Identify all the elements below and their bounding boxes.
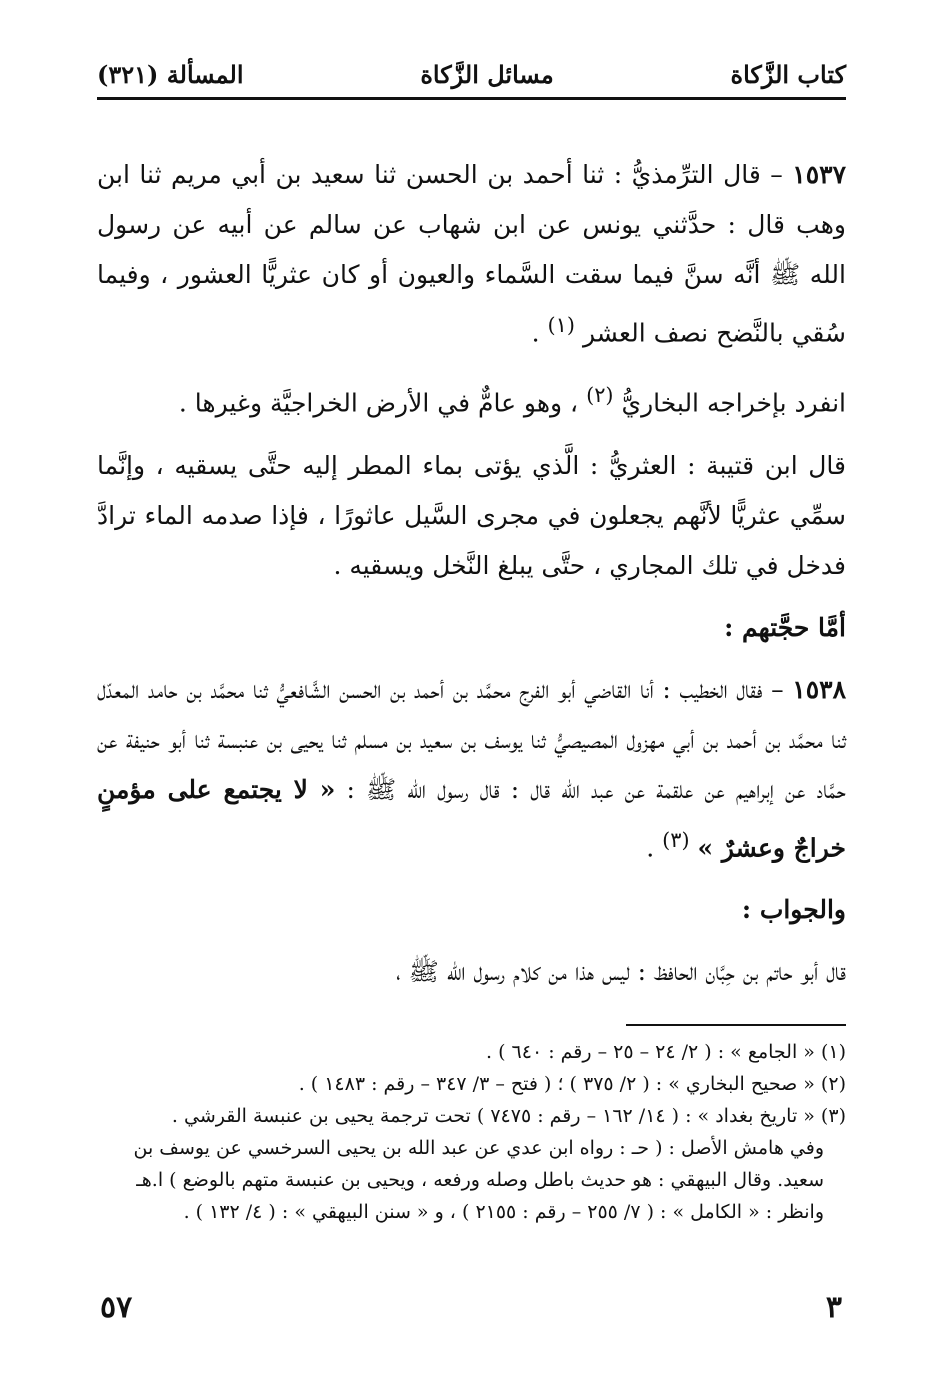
header-rule — [97, 97, 846, 100]
page-number-arabic: ٣ — [825, 1290, 842, 1325]
hadith-text: – قال الترِّمذيُّ : ثنا أحمد بن الحسن ثنا سعيد بن أبي مريم ثنا ابن وهب قال : حدَّثني يونس عن ابن شهاب عن سالم عن أبيه عن رسول الله ﷺ أنَّه سنَّ فيما سقت السَّماء والعيون أو كان عثريًّا العشور ، وفيما سُقي بالنَّضح نصف العشر — [97, 160, 846, 348]
hadith-quote: « لا يجتمع على مؤمنٍ خراجٌ وعشرٌ » — [97, 774, 846, 862]
footnotes — [100, 1036, 846, 1228]
hadith-text: – فقال الخطيب : أنا القاضي أبو الفرج محمَّد بن أحمد بن الحسن الشَّافعيُّ ثنا محمَّد بن حامد المعدّل ثنا محمَّد بن أحمد بن أبي مهزول المصيصيُّ ثنا يوسف بن سعيد بن مسلم ثنا يحيى بن عنبسة ثنا أبو حنيفة عن حمَّاد عن إبراهيم عن علقمة عن عبد الله قال : قال رسول الله ﷺ : — [97, 674, 847, 804]
hadith-1538 — [97, 665, 846, 873]
hadith-end: . — [531, 318, 540, 348]
running-header — [97, 52, 846, 96]
footnote-3-continuation: وفي هامش الأصل : ( حـ : رواه ابن عدي عن عبد الله بن يحيى السرخسي عن يوسف بن سعيد. وقال البيهقي : هو حديث باطل وصله ورفعه ، ويحيى بن عنبسة متهم بالوضع ) ا.هـ — [133, 1137, 824, 1191]
header-issue-number: المسألة (٣٢١) — [97, 59, 244, 89]
hadith-number: ١٥٣٧ — [792, 160, 846, 189]
hadith-1537 — [97, 150, 846, 358]
ibn-hibban-paragraph: قال أبو حاتم بن حِبَّان الحافظ : ليس هذا من كلام رسول الله ﷺ ، — [395, 956, 846, 986]
bukhari-text-a: انفرد بإخراجه البخاريُّ — [621, 388, 846, 418]
header-book-title: كتاب الزَّكاة — [730, 59, 846, 89]
header-chapter-title: مسائل الزَّكاة — [420, 59, 554, 89]
section-heading-hujja: أمَّا حجَّتهم : — [724, 612, 846, 642]
footnote-1: (١) « الجامع » : ( ٢/ ٢٤ – ٢٥ – رقم : ٦٤٠ ) . — [486, 1041, 846, 1063]
footnote-ref-3[interactable]: (٣) — [662, 827, 690, 852]
footnote-3-see-also: وانظر : « الكامل » : ( ٧/ ٢٥٥ – رقم : ٢١٥٥ ) ، و « سنن البيهقي » : ( ٤/ ١٣٢ ) . — [183, 1201, 824, 1223]
footnote-separator — [626, 1024, 846, 1026]
hadith-end: . — [646, 832, 655, 862]
ibn-qutaiba-paragraph: قال ابن قتيبة : العثريُّ : الَّذي يؤتى بماء المطر إليه حتَّى يسقيه ، وإنَّما سمِّي عثريًّا لأنَّهم يجعلون في مجرى السَّيل عاثورًا ، فإذا صدمه الماء ترادَّ فدخل في تلك المجاري ، حتَّى يبلغ النَّخل ويسقيه . — [97, 450, 846, 580]
section-heading-jawab: والجواب : — [741, 894, 846, 924]
page-number: ٥٧ — [100, 1290, 133, 1325]
main-text — [97, 150, 846, 1009]
footnote-ref-1[interactable]: (١) — [547, 313, 575, 337]
hadith-number: ١٥٣٨ — [792, 674, 847, 704]
footnote-ref-2[interactable]: (٢) — [586, 383, 614, 408]
footnote-3: (٣) « تاريخ بغداد » : ( ١٤/ ١٦٢ – رقم : ٧٤٧٥ ) تحت ترجمة يحيى بن عنبسة القرشي . — [171, 1105, 846, 1127]
bukhari-paragraph — [97, 370, 846, 428]
bukhari-text-b: ، وهو عامٌّ في الأرض الخراجيَّة وغيرها . — [178, 388, 579, 418]
footnote-2: (٢) « صحيح البخاري » : ( ٢/ ٣٧٥ ) ؛ ( فتح – ٣/ ٣٤٧ – رقم : ١٤٨٣ ) . — [298, 1073, 846, 1095]
